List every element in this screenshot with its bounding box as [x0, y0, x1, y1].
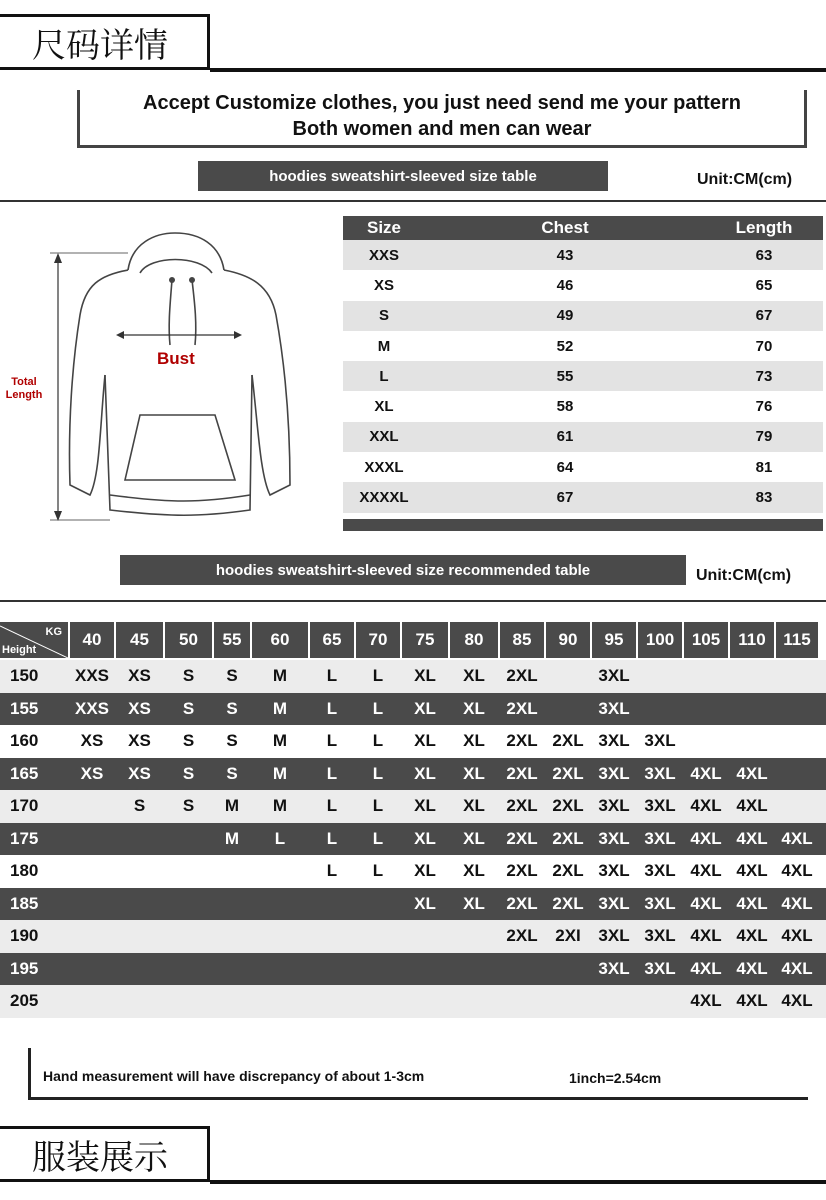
size-table-header-cell: Chest — [541, 218, 589, 237]
table-row — [0, 920, 826, 953]
weight-header-cell: 65 — [310, 622, 354, 658]
size-cell: L — [326, 861, 338, 881]
weight-header-cell: 75 — [402, 622, 448, 658]
table-cell: 58 — [556, 398, 574, 416]
table-row — [0, 888, 826, 921]
table-row — [343, 301, 823, 331]
divider — [0, 200, 826, 202]
intro-box — [77, 90, 807, 148]
size-cell: 4XL — [736, 958, 768, 978]
size-cell: M — [272, 666, 288, 686]
size-cell: 4XL — [781, 828, 813, 848]
size-cell: L — [326, 796, 338, 816]
size-cell: 4XL — [736, 828, 768, 848]
section-title: 尺码详情 — [0, 14, 210, 70]
unit-label: Unit:CM(cm) — [697, 171, 793, 188]
size-cell: S — [226, 698, 238, 718]
size-cell: S — [182, 698, 195, 718]
size-cell: XL — [463, 731, 485, 751]
size-table-header — [343, 216, 823, 240]
divider — [0, 600, 826, 602]
size-cell: 3XL — [644, 763, 676, 783]
size-cell: S — [226, 666, 238, 686]
size-cell: 4XL — [781, 926, 813, 946]
table-cell: XXL — [369, 428, 399, 446]
table-cell: 67 — [556, 489, 574, 507]
size-cell: 3XL — [644, 926, 676, 946]
size-cell: L — [326, 666, 338, 686]
table-row — [0, 985, 826, 1018]
height-cell: 185 — [10, 893, 39, 913]
size-cell: XS — [128, 698, 151, 718]
recommend-table — [0, 622, 826, 1018]
size-cell: 2XI — [555, 926, 581, 946]
weight-header-cell: 80 — [450, 622, 498, 658]
size-cell: 2XL — [552, 893, 584, 913]
size-cell: L — [326, 698, 338, 718]
size-cell: S — [133, 796, 146, 816]
size-cell: XXS — [74, 666, 110, 686]
weight-header-cell: 90 — [546, 622, 590, 658]
table-row — [343, 331, 823, 361]
weight-header-cell: 105 — [684, 622, 728, 658]
size-cell: 3XL — [644, 958, 676, 978]
size-table-header-cell: Length — [735, 218, 793, 237]
size-cell: XS — [80, 763, 104, 783]
table-cell: XL — [374, 398, 394, 416]
size-cell: 2XL — [506, 763, 538, 783]
size-cell: XL — [463, 828, 485, 848]
divider — [210, 1180, 826, 1184]
size-cell: 3XL — [598, 698, 630, 718]
size-cell: 2XL — [506, 893, 538, 913]
size-cell: 4XL — [736, 861, 768, 881]
size-cell: 2XL — [506, 861, 538, 881]
weight-header-cell: 55 — [214, 622, 250, 658]
size-cell: 3XL — [598, 828, 630, 848]
size-cell: 3XL — [644, 796, 676, 816]
table-row — [343, 391, 823, 421]
size-cell: 3XL — [644, 893, 676, 913]
size-cell: 2XL — [552, 861, 584, 881]
recommend-header-row — [0, 622, 826, 660]
size-cell: 4XL — [781, 893, 813, 913]
size-cell: XL — [414, 666, 436, 686]
size-cell: 2XL — [506, 926, 538, 946]
table-row — [343, 482, 823, 512]
weight-header-cell: 60 — [252, 622, 308, 658]
size-cell: XS — [128, 731, 151, 751]
height-cell: 170 — [10, 796, 39, 816]
table-row — [343, 240, 823, 270]
table-cell: M — [377, 337, 391, 355]
size-cell: M — [224, 796, 240, 816]
table-cell: 79 — [755, 428, 773, 446]
size-cell: 4XL — [690, 958, 722, 978]
table-cell: 67 — [755, 307, 773, 325]
note-box — [28, 1048, 808, 1100]
height-cell: 160 — [10, 731, 39, 751]
table-cell: 81 — [755, 458, 773, 476]
height-cell: 195 — [10, 958, 39, 978]
size-cell: XL — [463, 893, 485, 913]
weight-header-cell: 110 — [730, 622, 774, 658]
size-cell: L — [326, 731, 338, 751]
size-cell: 2XL — [552, 796, 584, 816]
table-row — [0, 758, 826, 791]
size-cell: 3XL — [644, 861, 676, 881]
size-cell: XL — [414, 763, 436, 783]
table-cell: XXXL — [364, 458, 404, 476]
size-cell: XL — [463, 796, 485, 816]
size-cell: 2XL — [506, 796, 538, 816]
size-cell: L — [326, 763, 338, 783]
size-cell: 3XL — [598, 861, 630, 881]
table-cell: L — [379, 367, 389, 385]
height-cell: 175 — [10, 828, 39, 848]
table-cell: S — [378, 307, 389, 325]
size-cell: 2XL — [552, 828, 584, 848]
size-cell: XL — [414, 893, 436, 913]
size-table-title: hoodies sweatshirt-sleeved size table — [198, 161, 608, 191]
table-cell: 64 — [556, 458, 574, 476]
size-cell: XL — [414, 861, 436, 881]
size-cell: 2XL — [552, 731, 584, 751]
size-cell: 4XL — [690, 796, 722, 816]
size-cell: XL — [414, 828, 436, 848]
size-cell: L — [372, 731, 384, 751]
discrepancy-note: Hand measurement will have discrepancy of about 1-3cm — [43, 1068, 425, 1084]
divider — [210, 68, 826, 72]
table-row — [0, 855, 826, 888]
table-row — [0, 725, 826, 758]
height-cell: 180 — [10, 861, 39, 881]
size-cell: XS — [80, 731, 104, 751]
size-cell: 4XL — [781, 958, 813, 978]
intro-line-1: Accept Customize clothes, you just need send me your pattern — [143, 92, 741, 114]
size-cell: M — [272, 763, 288, 783]
conversion-note: 1inch=2.54cm — [569, 1070, 662, 1086]
height-cell: 205 — [10, 991, 39, 1011]
corner-cell — [0, 622, 68, 658]
size-cell: L — [372, 828, 384, 848]
size-cell: XL — [463, 698, 485, 718]
table-row — [0, 823, 826, 856]
size-cell: 2XL — [506, 828, 538, 848]
table-cell: 83 — [755, 489, 773, 507]
size-cell: 3XL — [598, 666, 630, 686]
table-cell: 63 — [755, 246, 773, 264]
size-cell: XL — [414, 698, 436, 718]
size-cell: XL — [414, 731, 436, 751]
size-cell: 3XL — [598, 926, 630, 946]
table-cell: 43 — [556, 246, 574, 264]
size-cell: 4XL — [781, 861, 813, 881]
size-cell: S — [226, 731, 238, 751]
weight-header-cell: 115 — [776, 622, 818, 658]
size-cell: XL — [463, 861, 485, 881]
table-row — [343, 270, 823, 300]
section-header-size-details — [0, 14, 826, 76]
size-cell: L — [372, 861, 384, 881]
size-cell: L — [372, 666, 384, 686]
size-cell: S — [182, 763, 195, 783]
recommend-unit-label: Unit:CM(cm) — [696, 567, 792, 584]
size-cell: 4XL — [690, 763, 722, 783]
size-cell: S — [182, 666, 195, 686]
size-cell: L — [372, 796, 384, 816]
size-cell: XS — [128, 763, 151, 783]
size-cell: 4XL — [736, 893, 768, 913]
table-row — [343, 422, 823, 452]
table-cell: 49 — [556, 307, 574, 325]
total-length-line-2: Length — [5, 389, 43, 401]
size-cell: 2XL — [552, 763, 584, 783]
size-cell: 3XL — [598, 796, 630, 816]
table-row — [0, 693, 826, 726]
kg-label: KG — [45, 626, 62, 638]
hoodie-diagram — [0, 225, 320, 525]
table-cell: 65 — [755, 276, 773, 294]
height-cell: 190 — [10, 926, 39, 946]
size-cell: 3XL — [598, 958, 630, 978]
section-title: 服装展示 — [0, 1126, 210, 1182]
size-cell: 4XL — [736, 796, 768, 816]
size-cell: S — [226, 763, 238, 783]
height-cell: 165 — [10, 763, 39, 783]
table-cell: XS — [373, 276, 394, 294]
table-cell: XXS — [368, 246, 399, 264]
size-cell: S — [182, 796, 195, 816]
size-cell: 4XL — [781, 991, 813, 1011]
size-cell: 4XL — [736, 991, 768, 1011]
weight-header-cell: 45 — [116, 622, 163, 658]
size-cell: M — [272, 796, 288, 816]
size-cell: 4XL — [690, 861, 722, 881]
table-cell: 55 — [556, 367, 574, 385]
size-cell: 3XL — [598, 763, 630, 783]
height-cell: 150 — [10, 666, 39, 686]
size-cell: 3XL — [644, 828, 676, 848]
size-cell: XS — [128, 666, 151, 686]
size-cell: L — [372, 763, 384, 783]
size-cell: XXS — [74, 698, 110, 718]
size-cell: 4XL — [690, 828, 722, 848]
total-length-line-1: Total — [11, 376, 37, 388]
bust-label: Bust — [157, 349, 195, 368]
size-cell: 4XL — [736, 763, 768, 783]
size-cell: 3XL — [598, 893, 630, 913]
size-cell: 2XL — [506, 666, 538, 686]
size-cell: 2XL — [506, 731, 538, 751]
table-cell: 46 — [556, 276, 574, 294]
section-header-clothing-display — [0, 1126, 826, 1188]
table-row — [343, 452, 823, 482]
size-table-header-cell: Size — [366, 218, 402, 237]
size-table — [343, 216, 823, 531]
size-cell: 4XL — [690, 893, 722, 913]
table-cell: 52 — [556, 337, 574, 355]
table-footer-bar — [343, 519, 823, 531]
size-cell: L — [326, 828, 338, 848]
weight-header-cell: 50 — [165, 622, 212, 658]
size-cell: 3XL — [644, 731, 676, 751]
table-cell: XXXXL — [359, 489, 409, 507]
height-label: Height — [2, 644, 37, 656]
size-cell: XL — [463, 666, 485, 686]
size-cell: 4XL — [736, 926, 768, 946]
size-cell: 2XL — [506, 698, 538, 718]
table-cell: 73 — [755, 367, 773, 385]
table-cell: 61 — [556, 428, 574, 446]
weight-header-cell: 70 — [356, 622, 400, 658]
size-cell: XL — [463, 763, 485, 783]
size-cell: M — [224, 828, 240, 848]
table-cell: 76 — [755, 398, 773, 416]
size-cell: 4XL — [690, 926, 722, 946]
table-row — [0, 953, 826, 986]
size-cell: M — [272, 731, 288, 751]
height-cell: 155 — [10, 698, 39, 718]
size-cell: 3XL — [598, 731, 630, 751]
weight-header-cell: 85 — [500, 622, 544, 658]
size-cell: S — [182, 731, 195, 751]
table-row — [0, 660, 826, 693]
weight-header-cell: 95 — [592, 622, 636, 658]
size-cell: L — [274, 828, 286, 848]
intro-line-2: Both women and men can wear — [292, 118, 592, 140]
size-cell: 4XL — [690, 991, 722, 1011]
size-cell: M — [272, 698, 288, 718]
table-row — [343, 361, 823, 391]
recommend-table-title: hoodies sweatshirt-sleeved size recommended table — [120, 555, 686, 585]
weight-header-cell: 40 — [70, 622, 114, 658]
weight-header-cell: 100 — [638, 622, 682, 658]
size-cell: XL — [414, 796, 436, 816]
table-cell: 70 — [755, 337, 773, 355]
total-length-label — [2, 376, 46, 402]
table-row — [0, 790, 826, 823]
size-cell: L — [372, 698, 384, 718]
